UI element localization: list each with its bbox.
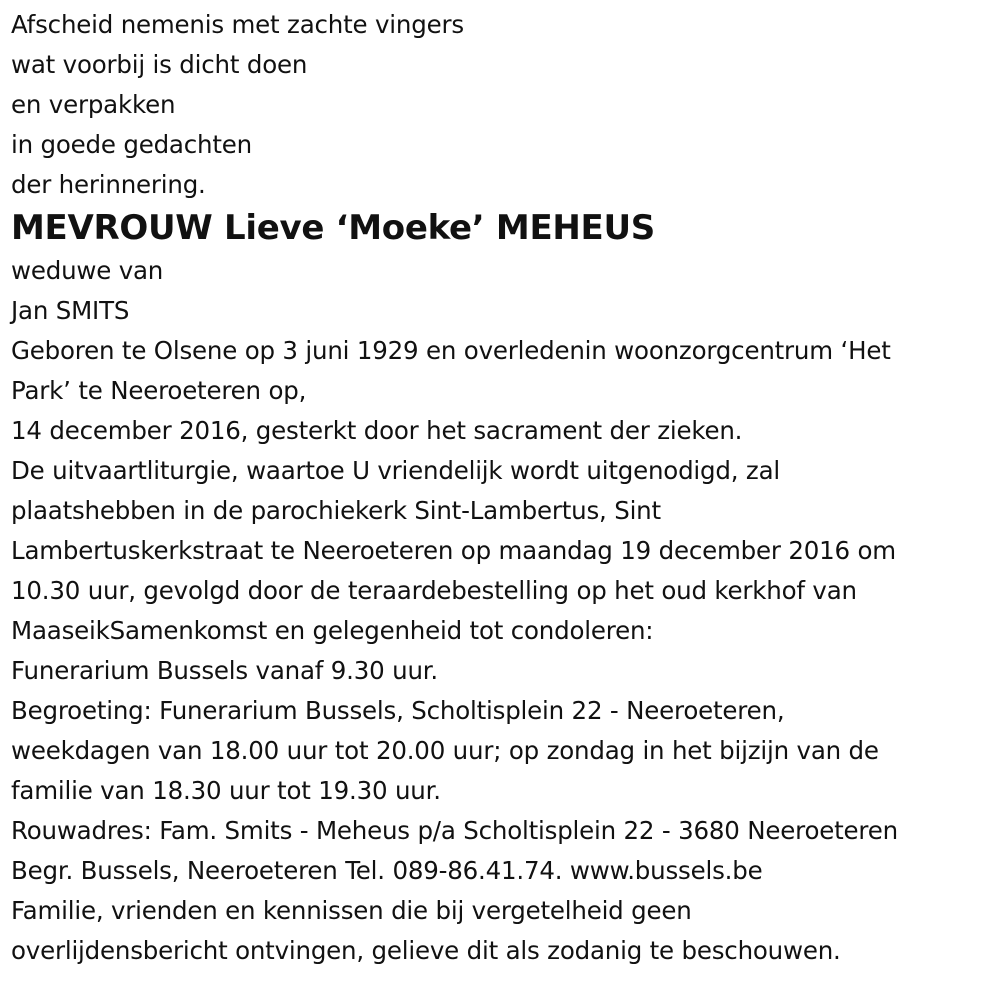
deceased-name: MEVROUW Lieve ‘Moeke’ MEHEUS [11, 208, 655, 248]
text-line: Park’ te Neeroeteren op, [11, 376, 307, 405]
text-line: Begroeting: Funerarium Bussels, Scholtisplein 22 - Neeroeteren, [11, 696, 785, 725]
text-line: Familie, vrienden en kennissen die bij vergetelheid geen [11, 896, 692, 925]
poem-line: in goede gedachten [11, 130, 252, 159]
text-line: plaatshebben in de parochiekerk Sint-Lambertus, Sint [11, 496, 661, 525]
text-line: Lambertuskerkstraat te Neeroeteren op maandag 19 december 2016 om [11, 536, 896, 565]
text-line: 14 december 2016, gesterkt door het sacrament der zieken. [11, 416, 743, 445]
text-line: overlijdensbericht ontvingen, gelieve dit als zodanig te beschouwen. [11, 936, 841, 965]
poem-line: wat voorbij is dicht doen [11, 50, 308, 79]
text-line: Geboren te Olsene op 3 juni 1929 en overledenin woonzorgcentrum ‘Het [11, 336, 891, 365]
text-line: Jan SMITS [11, 296, 130, 325]
text-line: De uitvaartliturgie, waartoe U vriendelijk wordt uitgenodigd, zal [11, 456, 781, 485]
text-line: Begr. Bussels, Neeroeteren Tel. 089-86.41.74. www.bussels.be [11, 856, 763, 885]
text-line: MaaseikSamenkomst en gelegenheid tot condoleren: [11, 616, 654, 645]
text-line: Funerarium Bussels vanaf 9.30 uur. [11, 656, 438, 685]
poem-line: en verpakken [11, 90, 176, 119]
poem-line: der herinnering. [11, 170, 206, 199]
text-line: weduwe van [11, 256, 164, 285]
poem-line: Afscheid nemenis met zachte vingers [11, 10, 464, 39]
text-line: Rouwadres: Fam. Smits - Meheus p/a Scholtisplein 22 - 3680 Neeroeteren [11, 816, 898, 845]
text-line: weekdagen van 18.00 uur tot 20.00 uur; op zondag in het bijzijn van de [11, 736, 879, 765]
text-line: 10.30 uur, gevolgd door de teraardebestelling op het oud kerkhof van [11, 576, 857, 605]
obituary-notice [11, 5, 996, 971]
text-line: familie van 18.30 uur tot 19.30 uur. [11, 776, 441, 805]
